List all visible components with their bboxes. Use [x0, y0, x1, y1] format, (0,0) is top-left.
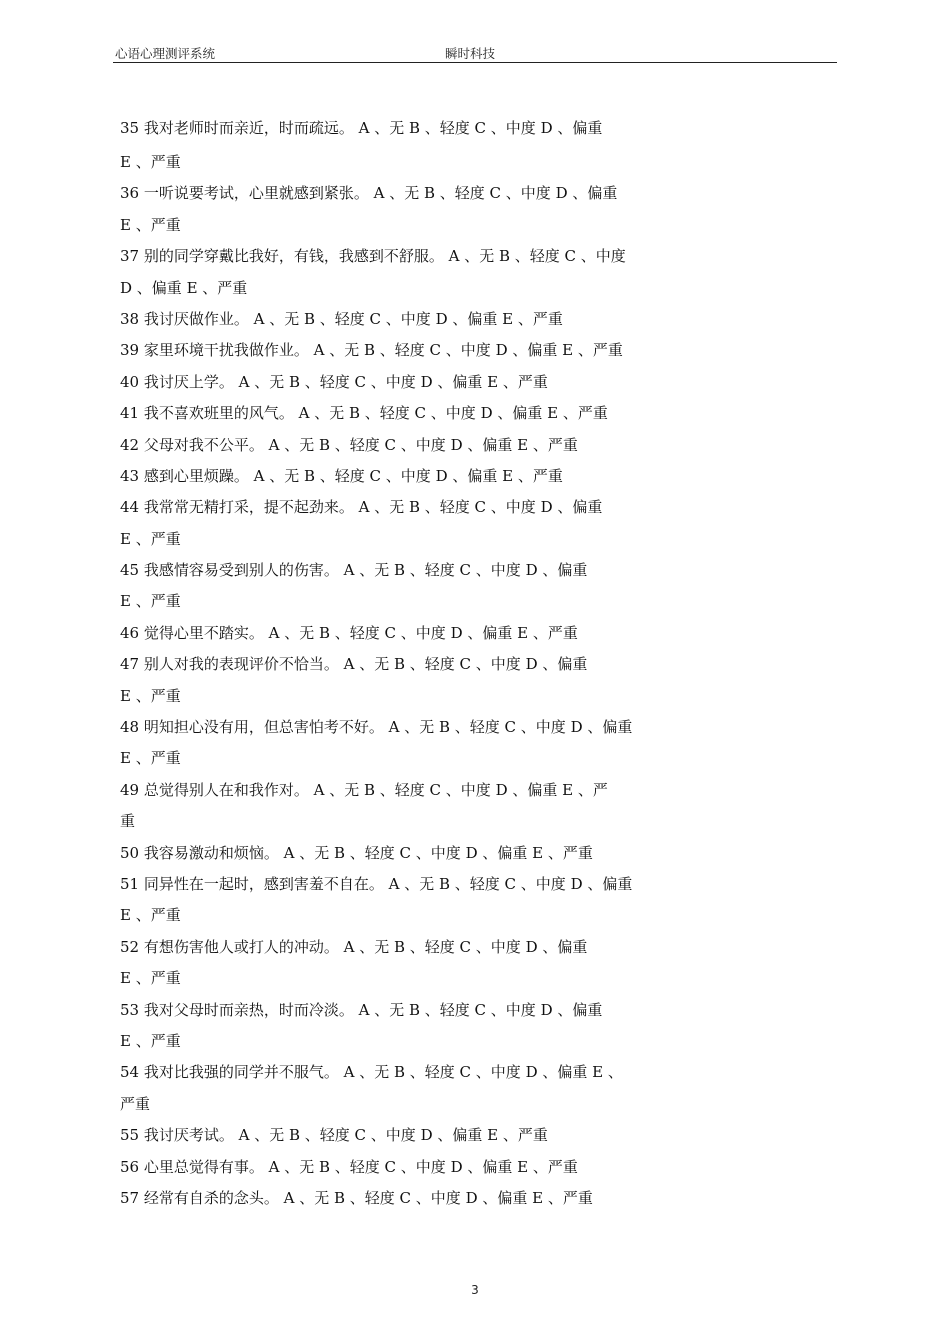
question-text-line: E 、严重 — [120, 215, 181, 234]
question-text-line: E 、严重 — [120, 592, 181, 611]
question-text-line: 54 我对比我强的同学并不服气。 A 、无 B 、轻度 C 、中度 D 、偏重 E 、 — [120, 1063, 623, 1082]
question-text-line: E 、严重 — [120, 153, 181, 171]
question-text-line: 53 我对父母时而亲热，时而冷淡。 A 、无 B 、轻度 C 、中度 D 、偏重 — [120, 1000, 603, 1019]
question-text-line: 严重 — [120, 1094, 151, 1113]
question-text-line: 41 我不喜欢班里的风气。 A 、无 B 、轻度 C 、中度 D 、偏重 E 、严重 — [120, 404, 608, 423]
question-text-line: 48 明知担心没有用，但总害怕考不好。 A 、无 B 、轻度 C 、中度 D 、偏重 — [120, 718, 633, 737]
question-text-line: E 、严重 — [120, 686, 181, 705]
question-text-line: 42 父母对我不公平。 A 、无 B 、轻度 C 、中度 D 、偏重 E 、严重 — [120, 435, 578, 454]
question-text-line: 36 一听说要考试，心里就感到紧张。 A 、无 B 、轻度 C 、中度 D 、偏重 — [120, 184, 618, 203]
page-header — [113, 44, 837, 63]
question-text-line: 52 有想伤害他人或打人的冲动。 A 、无 B 、轻度 C 、中度 D 、偏重 — [120, 937, 588, 956]
question-text-line: 40 我讨厌上学。 A 、无 B 、轻度 C 、中度 D 、偏重 E 、严重 — [120, 372, 548, 391]
question-text-line: E 、严重 — [120, 969, 181, 988]
question-text-line: 47 别人对我的表现评价不恰当。 A 、无 B 、轻度 C 、中度 D 、偏重 — [120, 655, 588, 674]
question-text-line: 55 我讨厌考试。 A 、无 B 、轻度 C 、中度 D 、偏重 E 、严重 — [120, 1126, 548, 1145]
question-text-line: E 、严重 — [120, 529, 181, 548]
question-text-line: 38 我讨厌做作业。 A 、无 B 、轻度 C 、中度 D 、偏重 E 、严重 — [120, 309, 563, 328]
question-text-line: 50 我容易激动和烦恼。 A 、无 B 、轻度 C 、中度 D 、偏重 E 、严重 — [120, 843, 593, 862]
question-text-line: E 、严重 — [120, 749, 181, 768]
question-text-line: 39 家里环境干扰我做作业。 A 、无 B 、轻度 C 、中度 D 、偏重 E 、严重 — [120, 341, 623, 360]
question-text-line: 57 经常有自杀的念头。 A 、无 B 、轻度 C 、中度 D 、偏重 E 、严重 — [120, 1188, 593, 1207]
question-text-line: 44 我常常无精打采，提不起劲来。 A 、无 B 、轻度 C 、中度 D 、偏重 — [120, 498, 603, 517]
question-text-line: 43 感到心里烦躁。 A 、无 B 、轻度 C 、中度 D 、偏重 E 、严重 — [120, 466, 563, 485]
questionnaire-body — [120, 118, 832, 1219]
question-text-line: 49 总觉得别人在和我作对。 A 、无 B 、轻度 C 、中度 D 、偏重 E 、严 — [120, 780, 608, 799]
question-text-line: E 、严重 — [120, 1031, 181, 1050]
page-number: 3 — [471, 1283, 479, 1297]
question-text-line: 56 心里总觉得有事。 A 、无 B 、轻度 C 、中度 D 、偏重 E 、严重 — [120, 1157, 578, 1176]
question-text-line: 重 — [120, 812, 136, 831]
question-text-line: 37 别的同学穿戴比我好，有钱，我感到不舒服。 A 、无 B 、轻度 C 、中度 — [120, 247, 626, 266]
question-text-line: 35 我对老师时而亲近，时而疏远。 A 、无 B 、轻度 C 、中度 D 、偏重 — [120, 119, 603, 137]
question-text-line: 46 觉得心里不踏实。 A 、无 B 、轻度 C 、中度 D 、偏重 E 、严重 — [120, 623, 578, 642]
question-text-line: E 、严重 — [120, 906, 181, 925]
header-system-name: 心语心理测评系统 — [115, 46, 216, 61]
question-text-line: 45 我感情容易受到别人的伤害。 A 、无 B 、轻度 C 、中度 D 、偏重 — [120, 561, 588, 580]
question-text-line: D 、偏重 E 、严重 — [120, 278, 248, 297]
header-company-name: 瞬时科技 — [445, 46, 496, 61]
question-text-line: 51 同异性在一起时，感到害羞不自在。 A 、无 B 、轻度 C 、中度 D 、偏重 — [120, 874, 633, 893]
